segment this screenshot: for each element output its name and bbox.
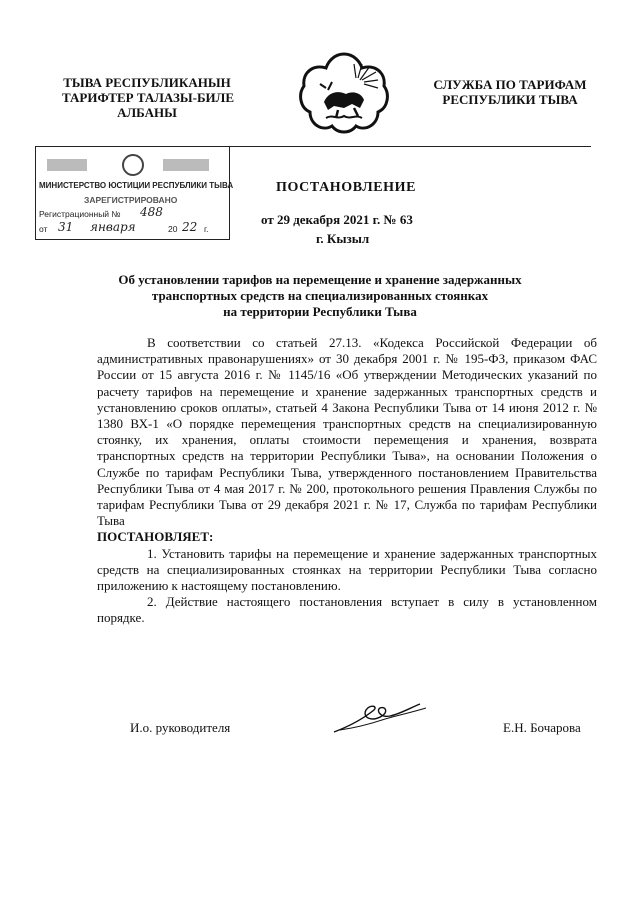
doc-subject-line-3: на территории Республики Тыва xyxy=(223,304,417,319)
stamp-ministry: МИНИСТЕРСТВО ЮСТИЦИИ РЕСПУБЛИКИ ТЫВА xyxy=(39,181,234,190)
signature-name: Е.Н. Бочарова xyxy=(503,720,581,735)
signature-position: И.о. руководителя xyxy=(130,720,231,735)
doc-subject-line-2: транспортных средств на специализированных стоянках xyxy=(151,288,489,303)
stamp-reg-label: Регистрационный № xyxy=(39,209,121,219)
doc-city: г. Кызыл xyxy=(316,231,370,246)
doc-decides: ПОСТАНОВЛЯЕТ: xyxy=(97,529,214,545)
header-left-org xyxy=(62,75,235,120)
header-right-line-1: СЛУЖБА ПО ТАРИФАМ xyxy=(433,77,587,92)
stamp-from-label: от xyxy=(39,224,48,234)
stamp-registered: ЗАРЕГИСТРИРОВАНО xyxy=(84,195,178,205)
stamp-year-prefix: 20 xyxy=(168,224,178,234)
stamp-year-suffix: 22 xyxy=(182,220,198,234)
header-left-line-1: ТЫВА РЕСПУБЛИКАНЫН xyxy=(63,75,231,90)
stamp-year-end: г. xyxy=(204,224,209,234)
doc-preamble: В соответствии со статьей 27.13. «Кодекса Российской Федерации об административных правонарушениях» от 30 декабря 2001 г. № 195-ФЗ, приказом ФАС России от 15 августа 2016 г. № 1145/16 «Об утверждении Методических указаний по расчету тарифов на перемещение и хранение задержанных транспортных средств и установлению сроков оплаты», статьей 4 Закона Республики Тыва от 14 июня 2012 г. № 1380 ВХ-1 «О порядке перемещения транспортных средств на специализированную стоянку, их хранения, оплаты стоимости перемещения и хранения, возврата транспортных средств на территории Республики Тыва», на основании Положения о Службе по тарифам Республики Тыва, утвержденного постановлением Правительства Республики Тыва от 4 мая 2017 г. № 200, протокольного решения Правления Службы по тарифам Республики Тыва от 29 декабря 2021 г. № 17, Служба по тарифам Республики Тыва xyxy=(97,335,597,529)
tuva-emblem-icon xyxy=(298,50,390,134)
doc-subject-line-1: Об установлении тарифов на перемещение и хранение задержанных xyxy=(118,272,522,287)
header-right-org xyxy=(425,77,595,107)
header-right-line-2: РЕСПУБЛИКИ ТЫВА xyxy=(442,92,578,107)
stamp-day: 31 xyxy=(58,220,74,234)
registration-stamp xyxy=(35,146,234,240)
doc-title: ПОСТАНОВЛЕНИЕ xyxy=(276,180,417,195)
handwritten-signature xyxy=(330,700,430,738)
doc-date-line: от 29 декабря 2021 г. № 63 xyxy=(261,212,413,227)
doc-subject xyxy=(40,272,600,320)
doc-item-1: 1. Установить тарифы на перемещение и хранение задержанных транспортных средств на специализированных стоянках на территории Республики Тыва согласно приложению к настоящему постановлению. xyxy=(97,545,597,594)
doc-body xyxy=(97,335,597,627)
doc-item-2: 2. Действие настоящего постановления вступает в силу в установленном порядке. xyxy=(97,594,597,626)
header-left-line-3: АЛБАНЫ xyxy=(117,105,177,120)
header-left-line-2: ТАРИФТЕР ТАЛАЗЫ-БИЛЕ xyxy=(62,90,235,105)
stamp-emblem-icon xyxy=(41,153,221,177)
stamp-reg-number: 488 xyxy=(140,205,163,219)
stamp-month: января xyxy=(90,220,136,234)
